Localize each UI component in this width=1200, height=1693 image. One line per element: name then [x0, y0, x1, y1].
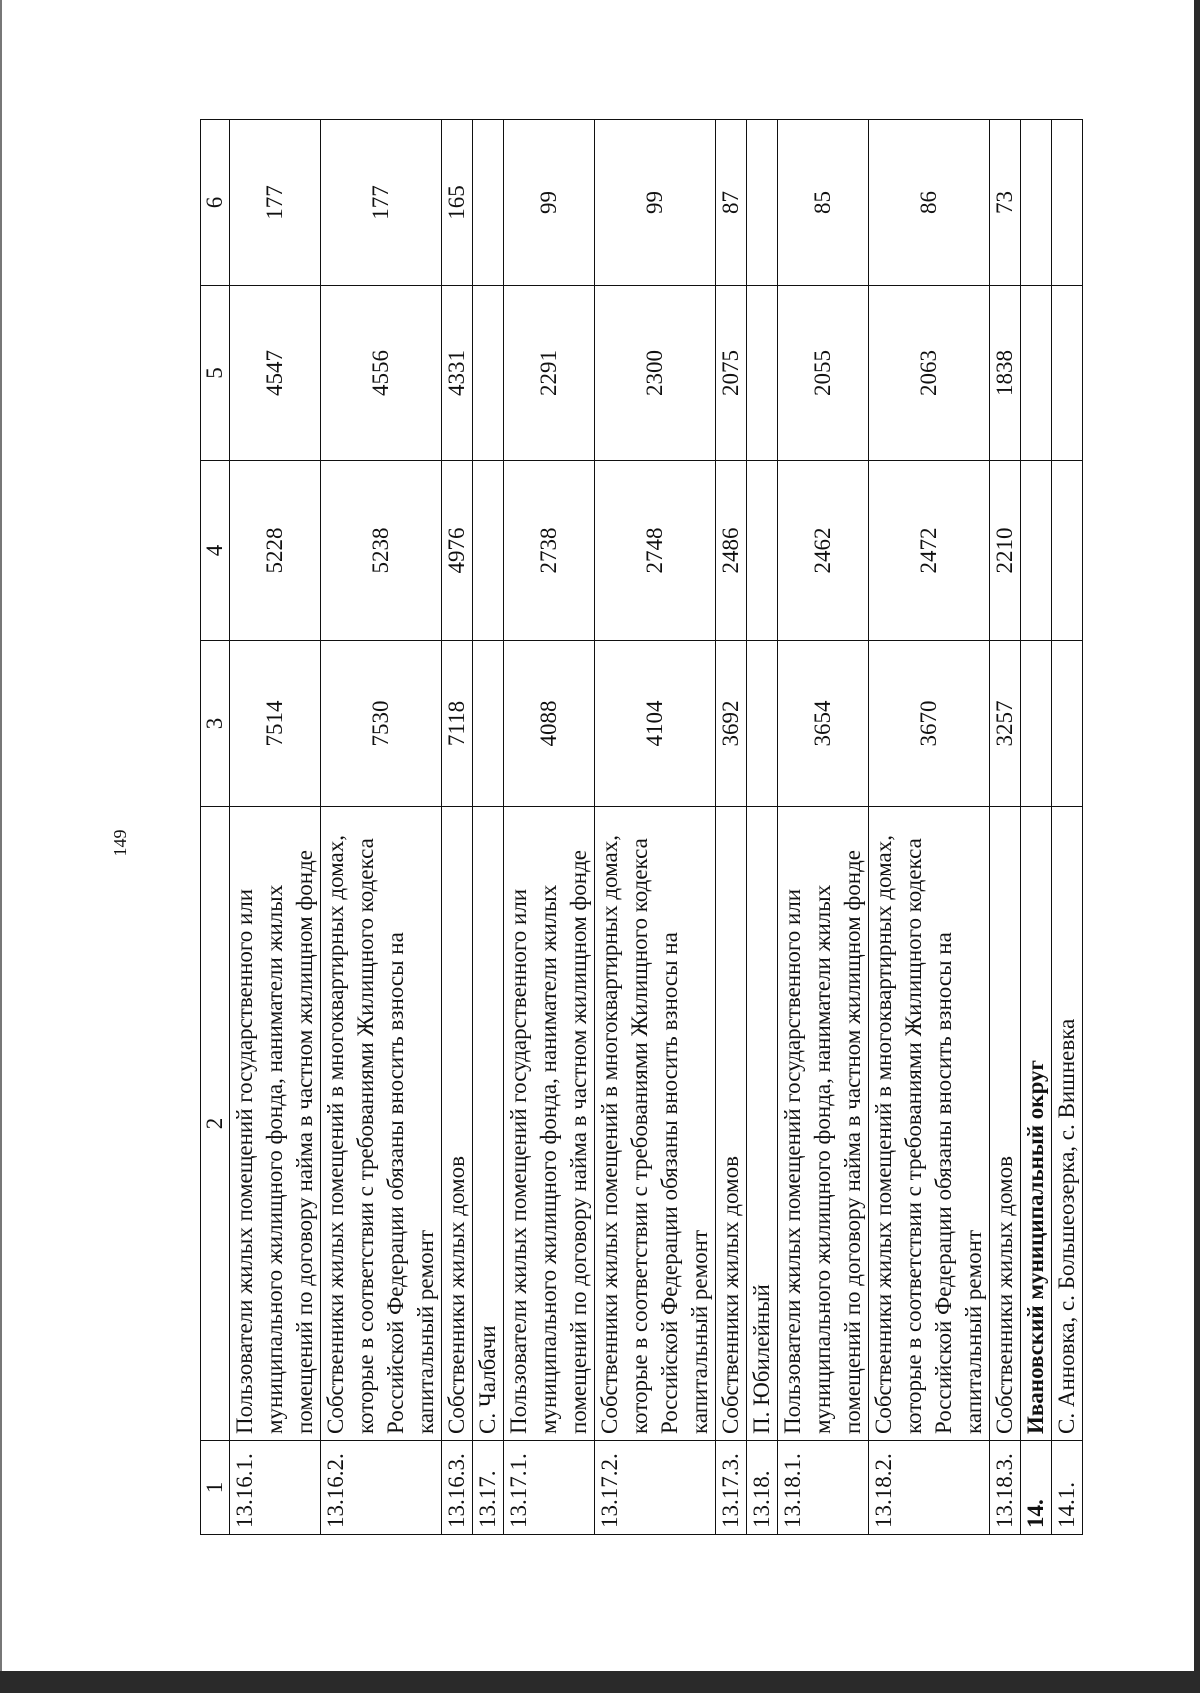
row-value-col5: 2063 — [869, 286, 990, 461]
row-value-col4: 5238 — [321, 461, 442, 641]
table-row — [1052, 120, 1083, 1535]
table-row — [747, 120, 778, 1535]
row-description-cell: Собственники жилых домов — [716, 807, 747, 1441]
header-cell: 4 — [201, 461, 230, 641]
row-value-col3: 3670 — [869, 641, 990, 807]
row-value-col4 — [473, 461, 504, 641]
row-description-cell: Собственники жилых помещений в многоквартирных домах, которые в соответствии с требованиями Жилищного кодекса Российской Федерации обязаны вносить взносы на капитальный ремонт — [869, 807, 990, 1441]
row-description-cell: Ивановский муниципальный округ — [1021, 807, 1052, 1441]
row-value-col4 — [1052, 461, 1083, 641]
row-description-cell: С. Чалбачи — [473, 807, 504, 1441]
table-row — [442, 120, 473, 1535]
row-value-col6 — [473, 120, 504, 286]
table-body — [201, 120, 1083, 1535]
header-cell: 2 — [201, 807, 230, 1441]
row-code-cell: 14. — [1021, 1441, 1052, 1535]
table-row — [869, 120, 990, 1535]
scan-edge-bottom — [0, 1671, 1200, 1693]
row-description-cell: Собственники жилых домов — [442, 807, 473, 1441]
row-value-col4: 2738 — [504, 461, 595, 641]
header-cell: 5 — [201, 286, 230, 461]
row-value-col4 — [1021, 461, 1052, 641]
row-code-cell: 13.17. — [473, 1441, 504, 1535]
row-value-col5: 2291 — [504, 286, 595, 461]
row-value-col3: 7530 — [321, 641, 442, 807]
table-row — [716, 120, 747, 1535]
table-row — [504, 120, 595, 1535]
header-cell: 3 — [201, 641, 230, 807]
row-code-cell: 13.18.2. — [869, 1441, 990, 1535]
tariff-table — [200, 119, 1083, 1535]
row-value-col5: 2075 — [716, 286, 747, 461]
page-number: 149 — [110, 829, 130, 857]
row-value-col5: 4547 — [230, 286, 321, 461]
row-value-col4: 2210 — [990, 461, 1021, 641]
row-value-col3: 3692 — [716, 641, 747, 807]
header-cell: 1 — [201, 1441, 230, 1535]
row-code-cell: 13.17.3. — [716, 1441, 747, 1535]
row-description-cell: Пользователи жилых помещений государственного или муниципального жилищного фонда, наниматели жилых помещений по договору найма в частном жилищном фонде — [230, 807, 321, 1441]
row-value-col3 — [1021, 641, 1052, 807]
row-value-col3: 4088 — [504, 641, 595, 807]
row-value-col4 — [747, 461, 778, 641]
row-value-col6 — [1021, 120, 1052, 286]
row-value-col6: 177 — [321, 120, 442, 286]
row-value-col5: 1838 — [990, 286, 1021, 461]
row-value-col5: 2300 — [595, 286, 716, 461]
table-row — [990, 120, 1021, 1535]
row-description-cell: Собственники жилых помещений в многоквартирных домах, которые в соответствии с требованиями Жилищного кодекса Российской Федерации обязаны вносить взносы на капитальный ремонт — [595, 807, 716, 1441]
row-code-cell: 13.16.2. — [321, 1441, 442, 1535]
row-value-col3 — [473, 641, 504, 807]
row-value-col4: 2472 — [869, 461, 990, 641]
row-value-col3: 7514 — [230, 641, 321, 807]
rotated-table-container — [200, 120, 1079, 1535]
header-cell: 6 — [201, 120, 230, 286]
row-value-col5 — [1021, 286, 1052, 461]
row-value-col5: 4331 — [442, 286, 473, 461]
table-row — [778, 120, 869, 1535]
row-description-cell: Собственники жилых домов — [990, 807, 1021, 1441]
row-value-col4: 4976 — [442, 461, 473, 641]
row-value-col5 — [1052, 286, 1083, 461]
table-row — [473, 120, 504, 1535]
row-code-cell: 13.17.1. — [504, 1441, 595, 1535]
row-code-cell: 13.16.3. — [442, 1441, 473, 1535]
row-description-cell: П. Юбилейный — [747, 807, 778, 1441]
row-value-col3: 3257 — [990, 641, 1021, 807]
table-row — [321, 120, 442, 1535]
row-value-col6: 87 — [716, 120, 747, 286]
row-code-cell: 13.18.3. — [990, 1441, 1021, 1535]
row-value-col6 — [747, 120, 778, 286]
row-description-cell: Пользователи жилых помещений государственного или муниципального жилищного фонда, наниматели жилых помещений по договору найма в частном жилищном фонде — [778, 807, 869, 1441]
row-value-col6: 165 — [442, 120, 473, 286]
row-value-col3: 4104 — [595, 641, 716, 807]
row-code-cell: 14.1. — [1052, 1441, 1083, 1535]
row-code-cell: 13.17.2. — [595, 1441, 716, 1535]
scan-edge-left — [0, 0, 2, 1693]
row-value-col4: 2486 — [716, 461, 747, 641]
row-value-col3 — [1052, 641, 1083, 807]
row-value-col3: 7118 — [442, 641, 473, 807]
row-value-col3 — [747, 641, 778, 807]
row-description-cell: Собственники жилых помещений в многоквартирных домах, которые в соответствии с требованиями Жилищного кодекса Российской Федерации обязаны вносить взносы на капитальный ремонт — [321, 807, 442, 1441]
row-value-col5 — [747, 286, 778, 461]
table-row — [595, 120, 716, 1535]
row-value-col4: 2748 — [595, 461, 716, 641]
row-code-cell: 13.16.1. — [230, 1441, 321, 1535]
row-value-col3: 3654 — [778, 641, 869, 807]
row-value-col6: 99 — [504, 120, 595, 286]
table-row — [230, 120, 321, 1535]
row-description-cell: С. Анновка, с. Большеозерка, с. Вишневка — [1052, 807, 1083, 1441]
row-value-col6: 86 — [869, 120, 990, 286]
row-value-col6: 177 — [230, 120, 321, 286]
row-code-cell: 13.18. — [747, 1441, 778, 1535]
row-value-col5 — [473, 286, 504, 461]
row-value-col5: 2055 — [778, 286, 869, 461]
table-row — [1021, 120, 1052, 1535]
row-code-cell: 13.18.1. — [778, 1441, 869, 1535]
scan-edge-right — [1194, 0, 1200, 1693]
row-value-col6: 73 — [990, 120, 1021, 286]
row-value-col6: 99 — [595, 120, 716, 286]
table-header-row — [201, 120, 230, 1535]
row-description-cell: Пользователи жилых помещений государственного или муниципального жилищного фонда, наниматели жилых помещений по договору найма в частном жилищном фонде — [504, 807, 595, 1441]
row-value-col6: 85 — [778, 120, 869, 286]
row-value-col6 — [1052, 120, 1083, 286]
row-value-col4: 2462 — [778, 461, 869, 641]
row-value-col4: 5228 — [230, 461, 321, 641]
row-value-col5: 4556 — [321, 286, 442, 461]
